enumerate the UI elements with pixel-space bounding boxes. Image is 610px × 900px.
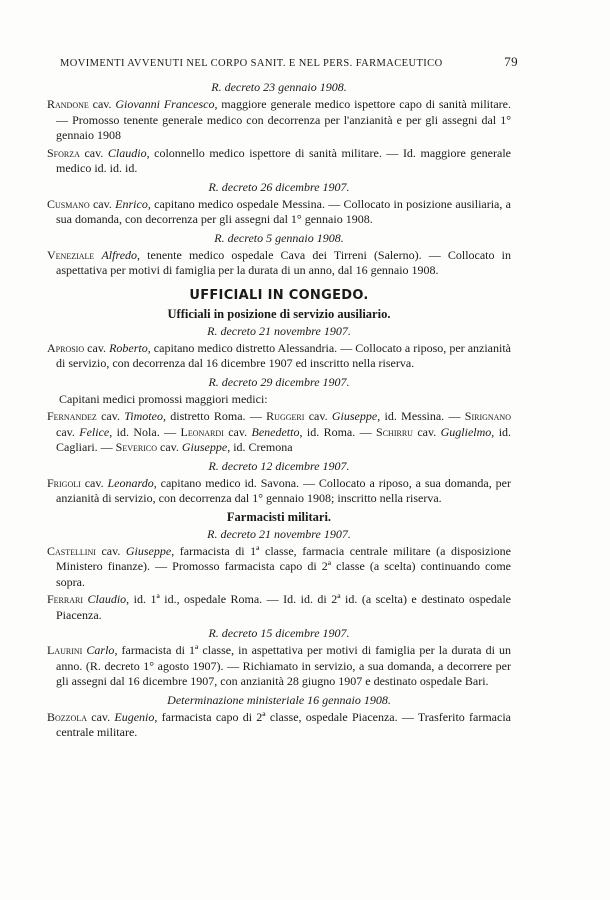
document-body	[47, 78, 511, 743]
personnel-entry	[47, 197, 511, 228]
entry-given-name: Claudio	[87, 592, 127, 606]
decree-heading: R. decreto 21 novembre 1907.	[207, 526, 351, 541]
personnel-entry	[47, 643, 511, 690]
decree-heading: R. decreto 15 dicembre 1907.	[208, 626, 350, 640]
entry-given-name: Carlo	[86, 643, 115, 657]
entry-text: cav.	[157, 440, 182, 454]
personnel-entry	[47, 248, 511, 279]
entry-title: cav.	[87, 709, 115, 724]
entry-text: cav.	[223, 424, 252, 439]
entry-text: , id. Messina. —	[377, 409, 465, 423]
entry-text: , capitano medico id. Savona. — Collocato a riposo, a sua domanda, per anzianità di servizio, con decorrenza dal 1° gennaio 1908; inscritto nella riserva.	[56, 475, 511, 505]
entry-given-name: Felice	[79, 424, 110, 439]
entry-text: , id. Cagliari. —	[56, 424, 512, 454]
entry-text: , tenente medico ospedale Cava dei Tirreni (Salerno). — Collocato in aspettativa per motivi di famiglia per la durata di un anno, dal 16 gennaio 1908.	[56, 247, 511, 277]
entry-given-name: Guglielmo	[440, 424, 492, 439]
entry-text: , capitano medico ospedale Messina. — Collocato in posizione ausiliaria, a sua domanda, con decorrenza per gli assegni dal 1° gennaio 1908.	[56, 196, 512, 226]
decree-heading: R. decreto 29 dicembre 1907.	[208, 374, 350, 389]
decree-heading: R. decreto 23 gennaio 1908.	[211, 80, 347, 94]
entry-text: , distretto Roma. —	[162, 409, 267, 423]
header-title: MOVIMENTI AVVENUTI NEL CORPO SANIT. E NEL PERS. FARMACEUTICO	[60, 58, 443, 69]
entry-text: , farmacista di 1ª classe, in aspettativa per motivi di famiglia per la durata di un anno. (R. decreto 1° agosto 1907). — Richiamato in servizio, a sua domanda, a decorrere per gli assegni dal 16 dicembre 1907, con anzianità 28 giugno 1907 e destinato ospedale Bari.	[56, 643, 511, 688]
personnel-entry	[47, 710, 511, 741]
section-title: UFFICIALI IN CONGEDO.	[189, 287, 369, 303]
personnel-entry	[47, 544, 511, 591]
entry-text: cav.	[304, 409, 332, 423]
entry-text: cav.	[96, 409, 125, 423]
decree-heading: R. decreto 21 novembre 1907.	[207, 323, 351, 338]
entry-text: , maggiore generale medico ispettore capo di sanità militare. — Promosso tenente generale medico con decorrenza per l'anzianità e per gli assegni dal 1° gennaio 1908	[56, 97, 512, 142]
entry-given-name: Alfredo	[101, 247, 138, 262]
decree-heading: Determinazione ministeriale 16 gennaio 1908.	[167, 692, 391, 707]
entry-surname: Veneziale	[47, 247, 95, 262]
entry-surname: Bozzola	[47, 709, 87, 724]
personnel-entry	[47, 592, 511, 623]
entry-surname: Cusmano	[47, 196, 90, 211]
entry-title: cav.	[89, 196, 116, 211]
entry-surname: Leonardi	[180, 424, 224, 439]
entry-surname: Severico	[115, 440, 157, 454]
decree-heading: R. decreto 5 gennaio 1908.	[214, 230, 344, 245]
personnel-entry	[47, 476, 511, 507]
personnel-entry	[47, 146, 511, 177]
decree-heading: R. decreto 12 dicembre 1907.	[208, 458, 350, 473]
entry-title: cav.	[79, 145, 108, 160]
entry-text: , id. Roma. —	[299, 424, 377, 439]
entry-title: cav.	[84, 340, 110, 355]
entry-text: , id. Cremona	[227, 440, 293, 454]
entry-given-name: Roberto	[109, 340, 148, 355]
page-number: 79	[504, 54, 518, 69]
entry-title: cav.	[80, 475, 108, 490]
entry-text: , id. 1ª id., ospedale Roma. — Id. id. di 2ª id. (a scelta) e destinato ospedale Piacenza.	[56, 592, 512, 622]
entry-surname: Schirru	[376, 424, 413, 439]
entry-given-name: Giuseppe	[125, 543, 172, 558]
entry-surname: Ruggeri	[266, 409, 305, 423]
entry-surname: Ferrari	[47, 592, 84, 606]
entry-surname: Frigoli	[47, 475, 81, 490]
entry-text: cav.	[56, 424, 80, 439]
running-header	[60, 54, 518, 70]
entry-surname: Sforza	[47, 145, 80, 160]
entry-surname: Aprosio	[47, 340, 85, 355]
personnel-entry	[47, 97, 511, 144]
subsection-title: Ufficiali in posizione di servizio ausiliario.	[167, 306, 391, 321]
entry-surname: Fernandez	[47, 409, 97, 423]
entry-given-name: Timoteo	[124, 409, 163, 423]
entry-given-name: Giuseppe	[181, 440, 228, 454]
entry-title: cav.	[95, 543, 126, 558]
entry-surname: Randone	[47, 97, 89, 111]
promotions-list	[47, 409, 511, 456]
entry-text: , farmacista capo di 2ª classe, ospedale Piacenza. — Trasferito farmacia centrale militare.	[56, 709, 511, 739]
entry-surname: Sirignano	[464, 409, 511, 423]
decree-heading: R. decreto 26 dicembre 1907.	[208, 179, 350, 194]
entry-text: cav.	[412, 424, 441, 439]
entry-given-name: Leonardo	[107, 475, 154, 490]
entry-text: , colonnello medico ispettore di sanità militare. — Id. maggiore generale medico id. id. id.	[56, 145, 511, 175]
entry-surname: Laurini	[47, 643, 83, 657]
entry-given-name: Giovanni Francesco	[115, 97, 215, 111]
entry-text: , id. Nola. —	[109, 424, 181, 439]
entry-given-name: Claudio	[107, 145, 147, 160]
personnel-entry	[47, 341, 511, 372]
entry-text: , capitano medico distretto Alessandria. — Collocato a riposo, per anzianità di servizio, con decorrenza dal 16 dicembre 1907 ed inscritto nella riserva.	[56, 340, 511, 370]
paragraph: Capitani medici promossi maggiori medici:	[59, 391, 268, 406]
entry-given-name: Enrico	[115, 196, 148, 211]
entry-title: cav.	[88, 97, 116, 111]
entry-given-name: Benedetto	[251, 424, 300, 439]
subsection-title: Farmacisti militari.	[226, 509, 332, 524]
entry-text: , farmacista di 1ª classe, farmacia centrale militare (a disposizione Ministero finanze). — Promosso farmacista capo di 2ª classe (a scelta) continuando come sopra.	[56, 543, 511, 589]
entry-surname: Castellini	[47, 543, 96, 558]
entry-given-name: Giuseppe	[331, 409, 378, 423]
entry-given-name: Eugenio	[114, 709, 155, 724]
